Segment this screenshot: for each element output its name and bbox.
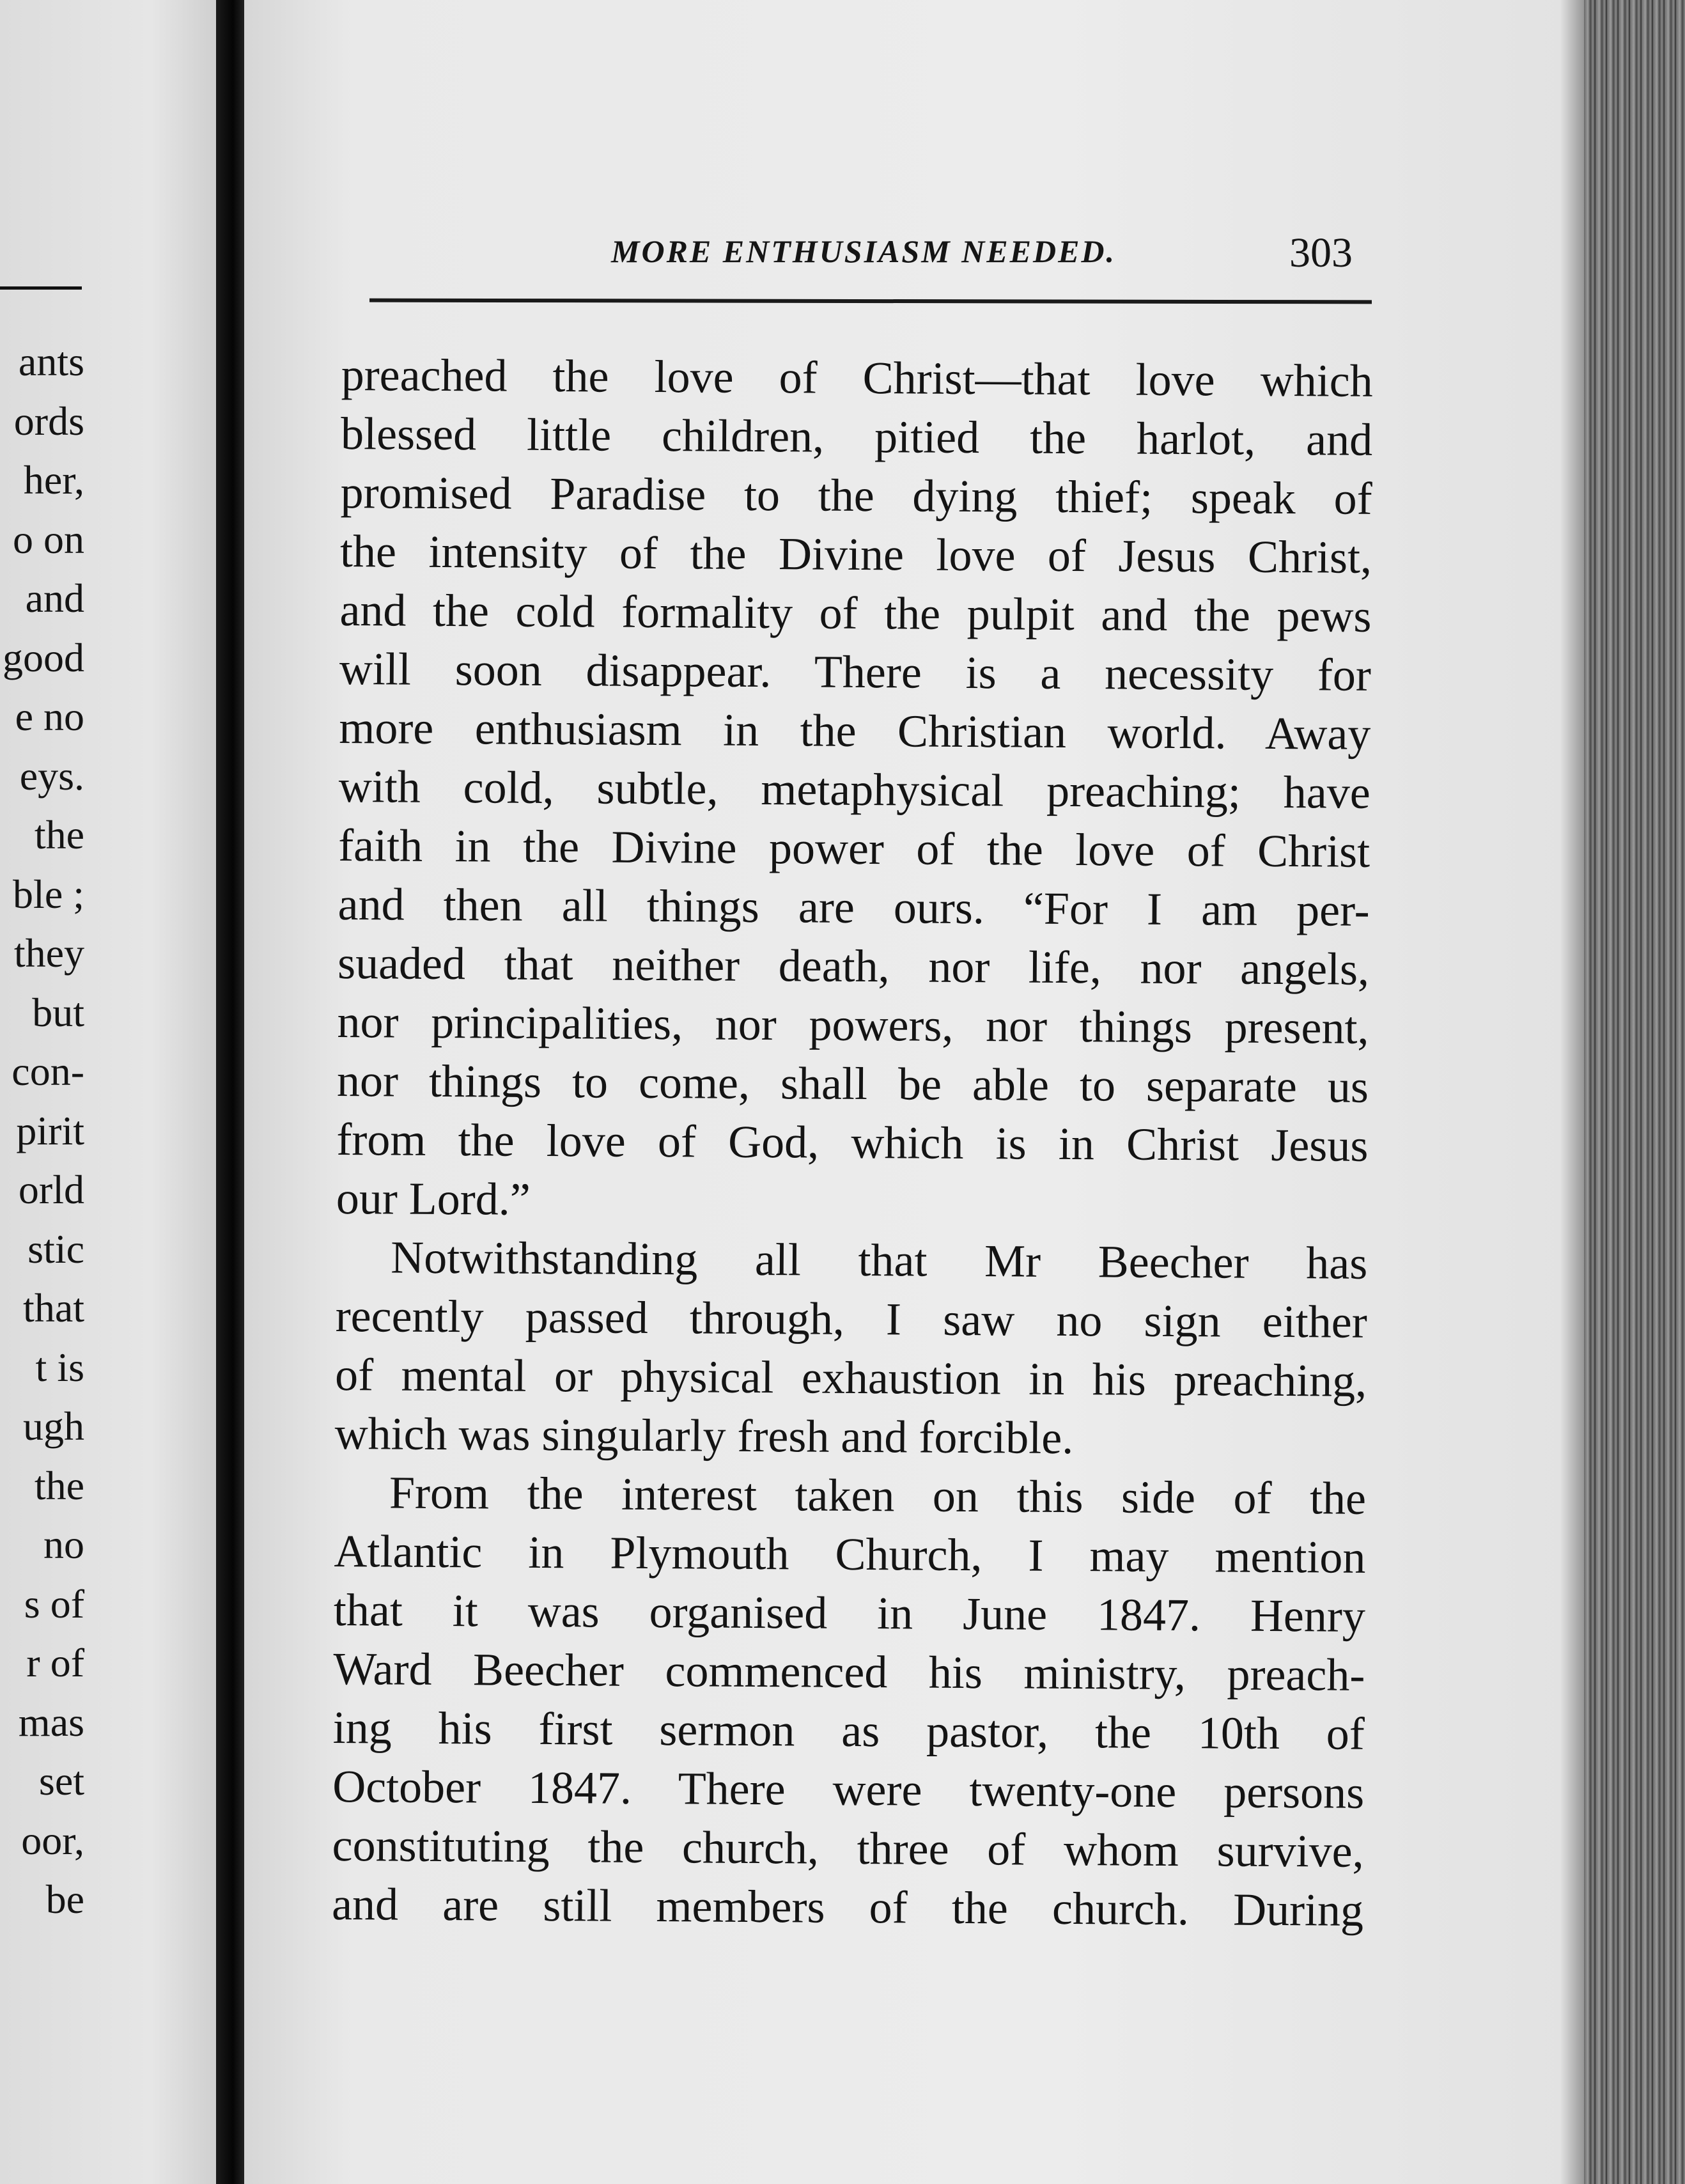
running-header	[368, 229, 1378, 280]
text-line: and are still members of the church. During	[331, 1878, 1364, 1936]
previous-page-line-fragments	[3, 332, 84, 1930]
previous-page-line: eys.	[19, 753, 84, 799]
previous-page-line: the	[34, 1462, 84, 1508]
text-line: our Lord.”	[336, 1172, 531, 1225]
previous-page-line: con-	[12, 1049, 84, 1094]
paragraph-first-line: Notwithstanding all that Mr Beecher has	[391, 1231, 1368, 1289]
previous-page-line: set	[38, 1758, 84, 1804]
text-line: faith in the Divine power of the love of Christ	[338, 819, 1371, 877]
text-line: of mental or physical exhaustion in his preaching,	[334, 1348, 1367, 1407]
book-fore-edge	[1584, 0, 1685, 2184]
previous-page-line: the	[34, 812, 84, 857]
previous-page-line: ants	[18, 339, 84, 384]
previous-page-line: r of	[26, 1640, 84, 1685]
text-line: October 1847. There were twenty-one persons	[332, 1760, 1365, 1818]
previous-page-line: s of	[24, 1580, 84, 1626]
previous-page-fragment	[0, 0, 216, 2184]
previous-page-line: pirit	[16, 1107, 84, 1153]
text-line: ing his first sermon as pastor, the 10th of	[332, 1701, 1365, 1759]
previous-page-line: good	[3, 634, 84, 680]
text-line: preached the love of Christ—that love which	[341, 348, 1373, 407]
text-line: constituting the church, three of whom survive,	[332, 1819, 1364, 1877]
previous-page-line: o on	[13, 516, 84, 562]
text-line: suaded that neither death, nor life, nor angels,	[337, 937, 1370, 995]
page-edge-shadow	[1560, 0, 1585, 2184]
previous-page-line: ble ;	[13, 871, 84, 917]
previous-page-line: that	[23, 1285, 84, 1330]
previous-page-line: and	[25, 575, 84, 621]
page-body-text	[332, 345, 1373, 1940]
text-line: nor principalities, nor powers, nor things present,	[337, 995, 1369, 1054]
previous-page-line: t is	[35, 1344, 84, 1390]
text-line: that it was organised in June 1847. Henry	[333, 1584, 1366, 1642]
previous-page-line: e no	[15, 694, 84, 739]
previous-page-line: mas	[18, 1699, 84, 1745]
previous-page-header-rule	[0, 286, 82, 290]
page-number: 303	[1289, 230, 1353, 276]
text-line: Ward Beecher commenced his ministry, preach-	[333, 1642, 1365, 1701]
previous-page-line: oor,	[21, 1817, 84, 1863]
text-line: the intensity of the Divine love of Jesus Christ,	[339, 525, 1372, 583]
previous-page-line: be	[45, 1876, 84, 1922]
text-line: nor things to come, shall be able to separate us	[336, 1054, 1369, 1112]
text-line: promised Paradise to the dying thief; speak of	[340, 466, 1372, 524]
text-line: and then all things are ours. “For I am per-	[338, 878, 1370, 936]
previous-page-line: ugh	[23, 1403, 84, 1449]
previous-page-line: orld	[18, 1167, 84, 1212]
text-line: recently passed through, I saw no sign either	[335, 1290, 1367, 1348]
text-line: with cold, subtle, metaphysical preaching; have	[338, 760, 1371, 818]
previous-page-line: her,	[23, 457, 84, 503]
previous-page-line: no	[43, 1522, 84, 1567]
book-gutter	[216, 0, 244, 2184]
text-line: will soon disappear. There is a necessity for	[339, 643, 1372, 701]
previous-page-line: but	[32, 989, 84, 1035]
text-line: more enthusiasm in the Christian world. Away	[339, 701, 1371, 760]
text-line: blessed little children, pitied the harlot, and	[340, 407, 1373, 465]
previous-page-line: stic	[27, 1226, 84, 1272]
text-line: which was singularly fresh and forcible.	[334, 1407, 1074, 1464]
text-line: Atlantic in Plymouth Church, I may mention	[334, 1525, 1366, 1583]
text-line: from the love of God, which is in Christ Jesus	[336, 1113, 1369, 1171]
paragraph-first-line: From the interest taken on this side of the	[389, 1467, 1367, 1524]
text-line: and the cold formality of the pulpit and the pews	[339, 584, 1372, 642]
previous-page-line: ords	[13, 398, 84, 444]
running-header-title: MORE ENTHUSIASM NEEDED.	[611, 233, 1117, 269]
previous-page-line: they	[13, 930, 84, 976]
